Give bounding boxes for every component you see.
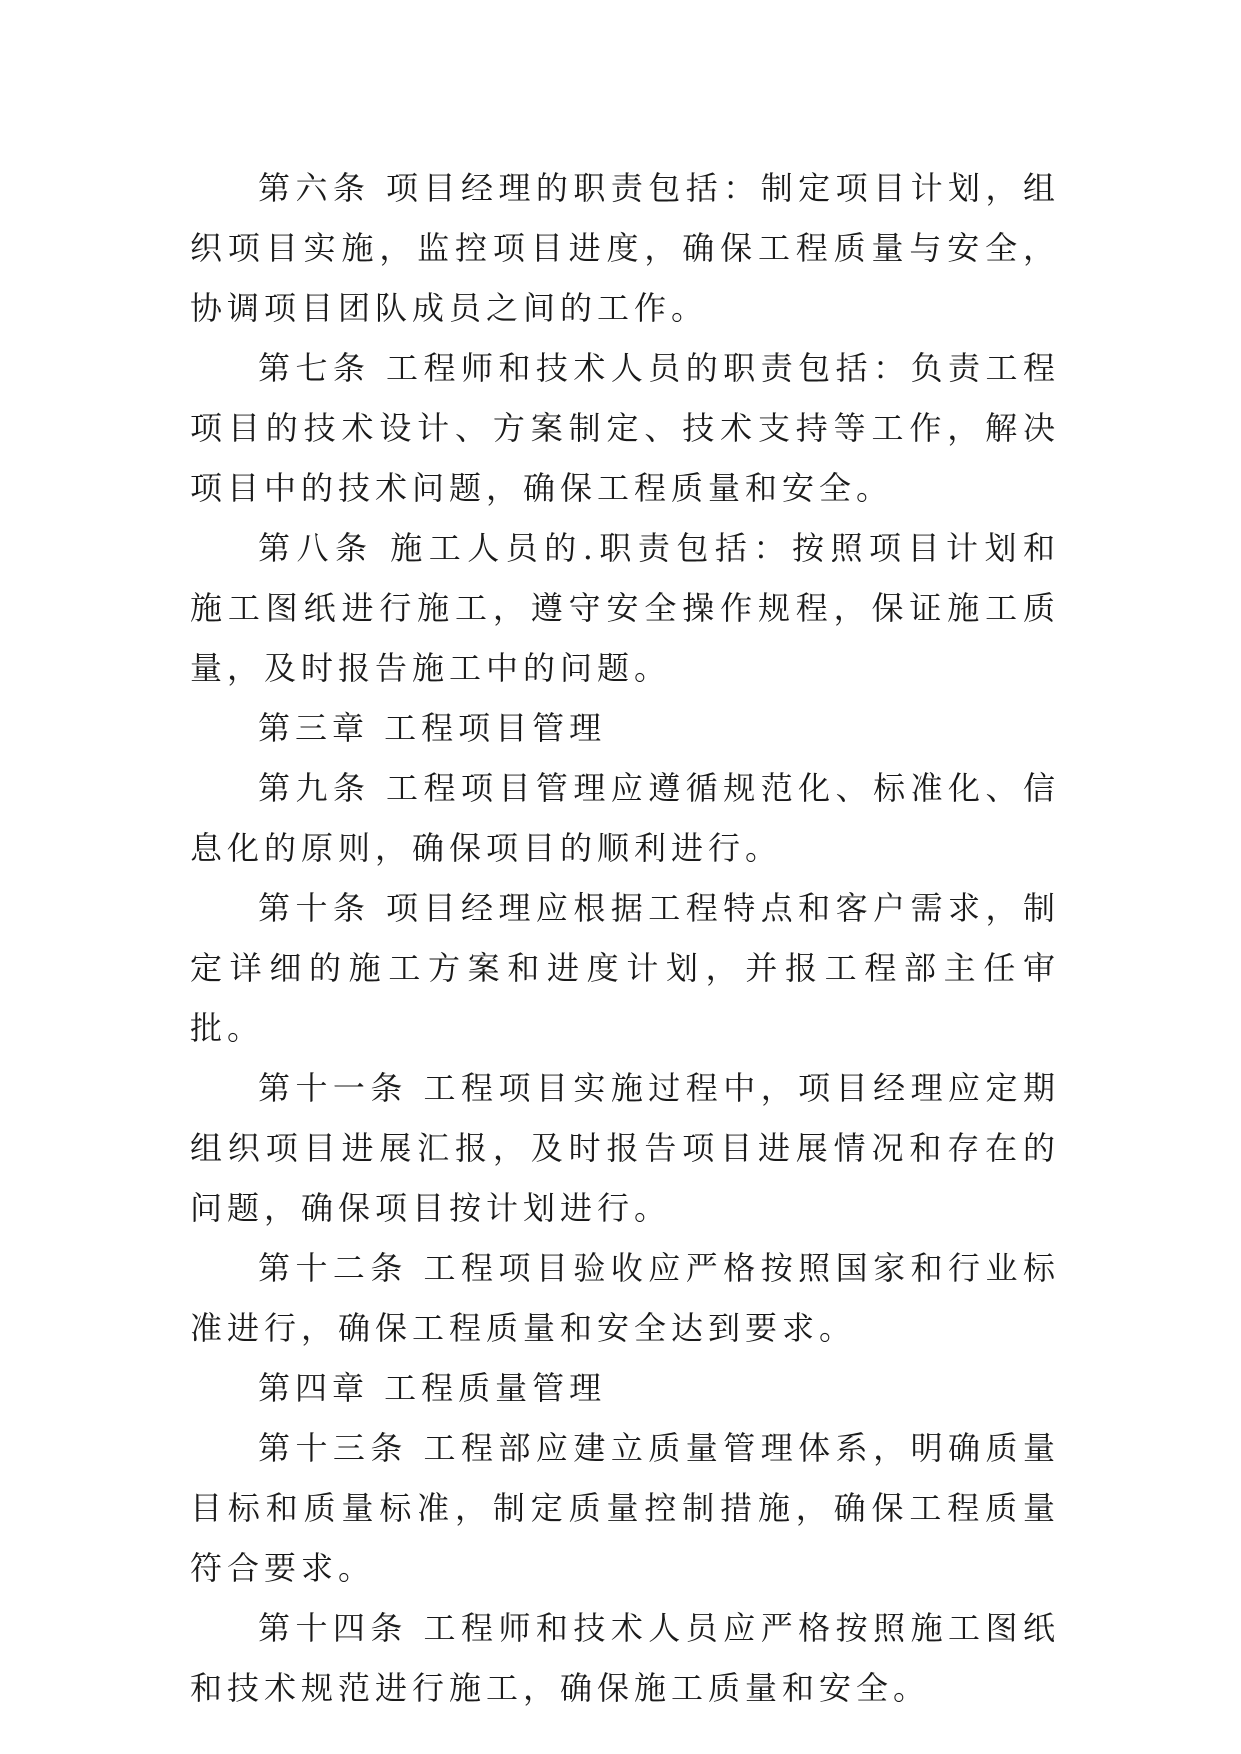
article-11: 第十一条 工程项目实施过程中，项目经理应定期组织项目进展汇报，及时报告项目进展情况和存在的问题，确保项目按计划进行。 [190, 1069, 1060, 1227]
chapter-4-heading: 第四章 工程质量管理 [258, 1369, 607, 1407]
article-7: 第七条 工程师和技术人员的职责包括：负责工程项目的技术设计、方案制定、技术支持等工作，解决项目中的技术问题，确保工程质量和安全。 [190, 349, 1060, 507]
chapter-3-heading: 第三章 工程项目管理 [258, 709, 607, 747]
article-12: 第十二条 工程项目验收应严格按照国家和行业标准进行，确保工程质量和安全达到要求。 [190, 1249, 1060, 1347]
article-14: 第十四条 工程师和技术人员应严格按照施工图纸和技术规范进行施工，确保施工质量和安全。 [190, 1609, 1060, 1707]
article-9: 第九条 工程项目管理应遵循规范化、标准化、信息化的原则，确保项目的顺利进行。 [190, 769, 1060, 867]
article-13: 第十三条 工程部应建立质量管理体系，明确质量目标和质量标准，制定质量控制措施，确保工程质量符合要求。 [190, 1429, 1060, 1587]
article-6: 第六条 项目经理的职责包括：制定项目计划，组织项目实施，监控项目进度，确保工程质量与安全，协调项目团队成员之间的工作。 [190, 169, 1060, 327]
document-body [190, 158, 1060, 1718]
article-8: 第八条 施工人员的.职责包括：按照项目计划和施工图纸进行施工，遵守安全操作规程，保证施工质量，及时报告施工中的问题。 [190, 529, 1060, 687]
article-10: 第十条 项目经理应根据工程特点和客户需求，制定详细的施工方案和进度计划，并报工程部主任审批。 [190, 889, 1060, 1047]
